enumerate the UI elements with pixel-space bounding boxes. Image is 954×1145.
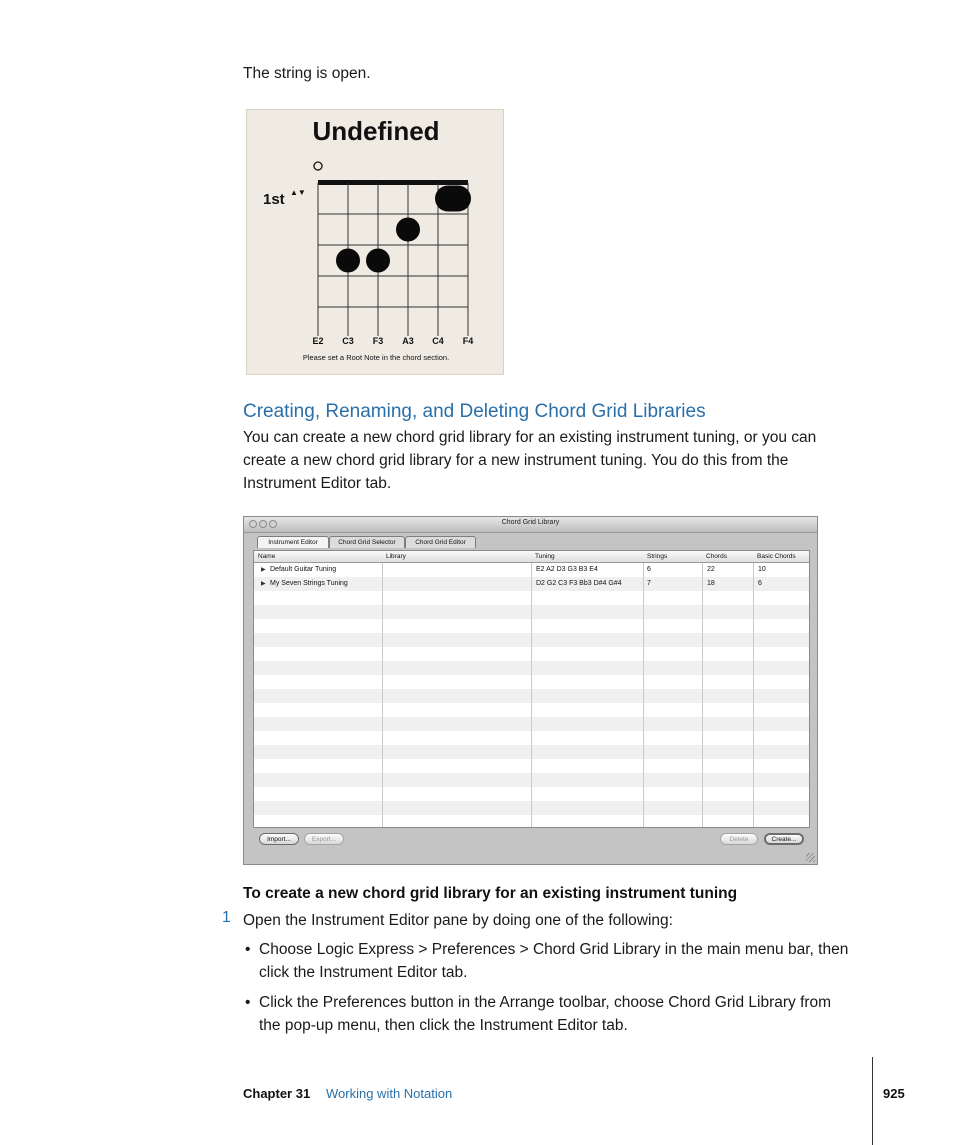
finger-dot <box>336 249 360 273</box>
fret-position-label: 1st <box>263 191 285 208</box>
column-header-strings[interactable]: Strings <box>647 553 668 560</box>
chord-grid-library-window <box>243 516 818 865</box>
table-row[interactable] <box>254 563 809 577</box>
row-strings: 7 <box>647 580 651 587</box>
delete-button[interactable]: Delete <box>720 833 758 845</box>
window-title: Chord Grid Library <box>501 519 560 526</box>
resize-grip-icon[interactable] <box>806 853 815 862</box>
disclosure-triangle-icon[interactable]: ▶ <box>261 581 266 587</box>
footer-divider <box>872 1057 873 1145</box>
window-titlebar[interactable] <box>244 517 817 533</box>
row-tuning: D2 G2 C3 F3 Bb3 D#4 G#4 <box>536 580 622 587</box>
footer-chapter-link[interactable]: Working with Notation <box>326 1086 453 1101</box>
disclosure-triangle-icon[interactable]: ▶ <box>261 567 266 573</box>
row-tuning: E2 A2 D3 G3 B3 E4 <box>536 566 598 573</box>
column-header-basic-chords[interactable]: Basic Chords <box>757 553 796 560</box>
create-button[interactable]: Create... <box>764 833 804 845</box>
column-divider <box>382 551 383 827</box>
row-chords: 22 <box>707 566 715 573</box>
chord-message: Please set a Root Note in the chord section. <box>302 353 450 362</box>
string-note-2: C3 <box>342 336 354 346</box>
column-divider <box>643 551 644 827</box>
tab-chord-grid-selector[interactable]: Chord Grid Selector <box>329 536 405 548</box>
open-string-marker <box>314 162 322 170</box>
string-note-3: F3 <box>372 336 384 346</box>
row-strings: 6 <box>647 566 651 573</box>
string-note-4: A3 <box>402 336 414 346</box>
column-header-library[interactable]: Library <box>386 553 406 560</box>
row-name: My Seven Strings Tuning <box>270 580 348 587</box>
bullet-item <box>259 991 831 1037</box>
table-header <box>254 551 809 563</box>
chord-diagram-figure <box>246 109 504 375</box>
nut <box>318 180 468 185</box>
chord-title: Undefined <box>312 116 440 146</box>
bullet-dot: • <box>245 994 251 1011</box>
string-note-5: C4 <box>432 336 444 346</box>
footer-chapter: Chapter 31 <box>243 1086 311 1101</box>
paragraph-line: create a new chord grid library for a new instrument tuning. You do this from the <box>243 452 789 469</box>
column-divider <box>753 551 754 827</box>
fret-stepper-arrows: ▲▼ <box>290 188 306 197</box>
bullet-line: Choose Logic Express > Preferences > Chord Grid Library in the main menu bar, then <box>259 941 849 958</box>
export-button[interactable]: Export... <box>304 833 344 845</box>
step-text: Open the Instrument Editor pane by doing one of the following: <box>243 912 673 929</box>
column-divider <box>702 551 703 827</box>
column-header-tuning[interactable]: Tuning <box>535 553 555 560</box>
library-table <box>253 550 810 828</box>
column-header-chords[interactable]: Chords <box>706 553 727 560</box>
barre-marker <box>435 186 471 212</box>
section-paragraph <box>243 426 816 495</box>
paragraph-line: You can create a new chord grid library for an existing instrument tuning, or you can <box>243 429 817 446</box>
section-heading: Creating, Renaming, and Deleting Chord Grid Libraries <box>243 401 706 422</box>
step-number: 1 <box>222 909 231 926</box>
row-basic-chords: 6 <box>758 580 762 587</box>
intro-text: The string is open. <box>243 65 371 82</box>
table-row[interactable] <box>254 577 809 591</box>
row-name: Default Guitar Tuning <box>270 566 337 573</box>
paragraph-line: Instrument Editor tab. <box>243 475 392 492</box>
string-note-1: E2 <box>312 336 324 346</box>
bullet-line: the pop-up menu, then click the Instrument Editor tab. <box>259 1017 628 1034</box>
string-note-6: F4 <box>462 336 474 346</box>
finger-dot <box>366 249 390 273</box>
page-number: 925 <box>883 1086 905 1101</box>
column-header-name[interactable]: Name <box>258 553 276 560</box>
import-button[interactable]: Import... <box>259 833 299 845</box>
task-heading: To create a new chord grid library for an existing instrument tuning <box>243 885 738 902</box>
tab-chord-grid-editor[interactable]: Chord Grid Editor <box>405 536 476 548</box>
row-basic-chords: 10 <box>758 566 766 573</box>
bullet-line: click the Instrument Editor tab. <box>259 964 468 981</box>
bullet-dot: • <box>245 941 251 958</box>
finger-dot <box>396 218 420 242</box>
bullet-item <box>259 938 848 984</box>
column-divider <box>531 551 532 827</box>
bullet-line: Click the Preferences button in the Arrange toolbar, choose Chord Grid Library from <box>259 994 832 1011</box>
string-note-names <box>247 336 505 350</box>
chord-grid <box>247 110 505 336</box>
tab-instrument-editor[interactable]: Instrument Editor <box>257 536 329 548</box>
row-chords: 18 <box>707 580 715 587</box>
